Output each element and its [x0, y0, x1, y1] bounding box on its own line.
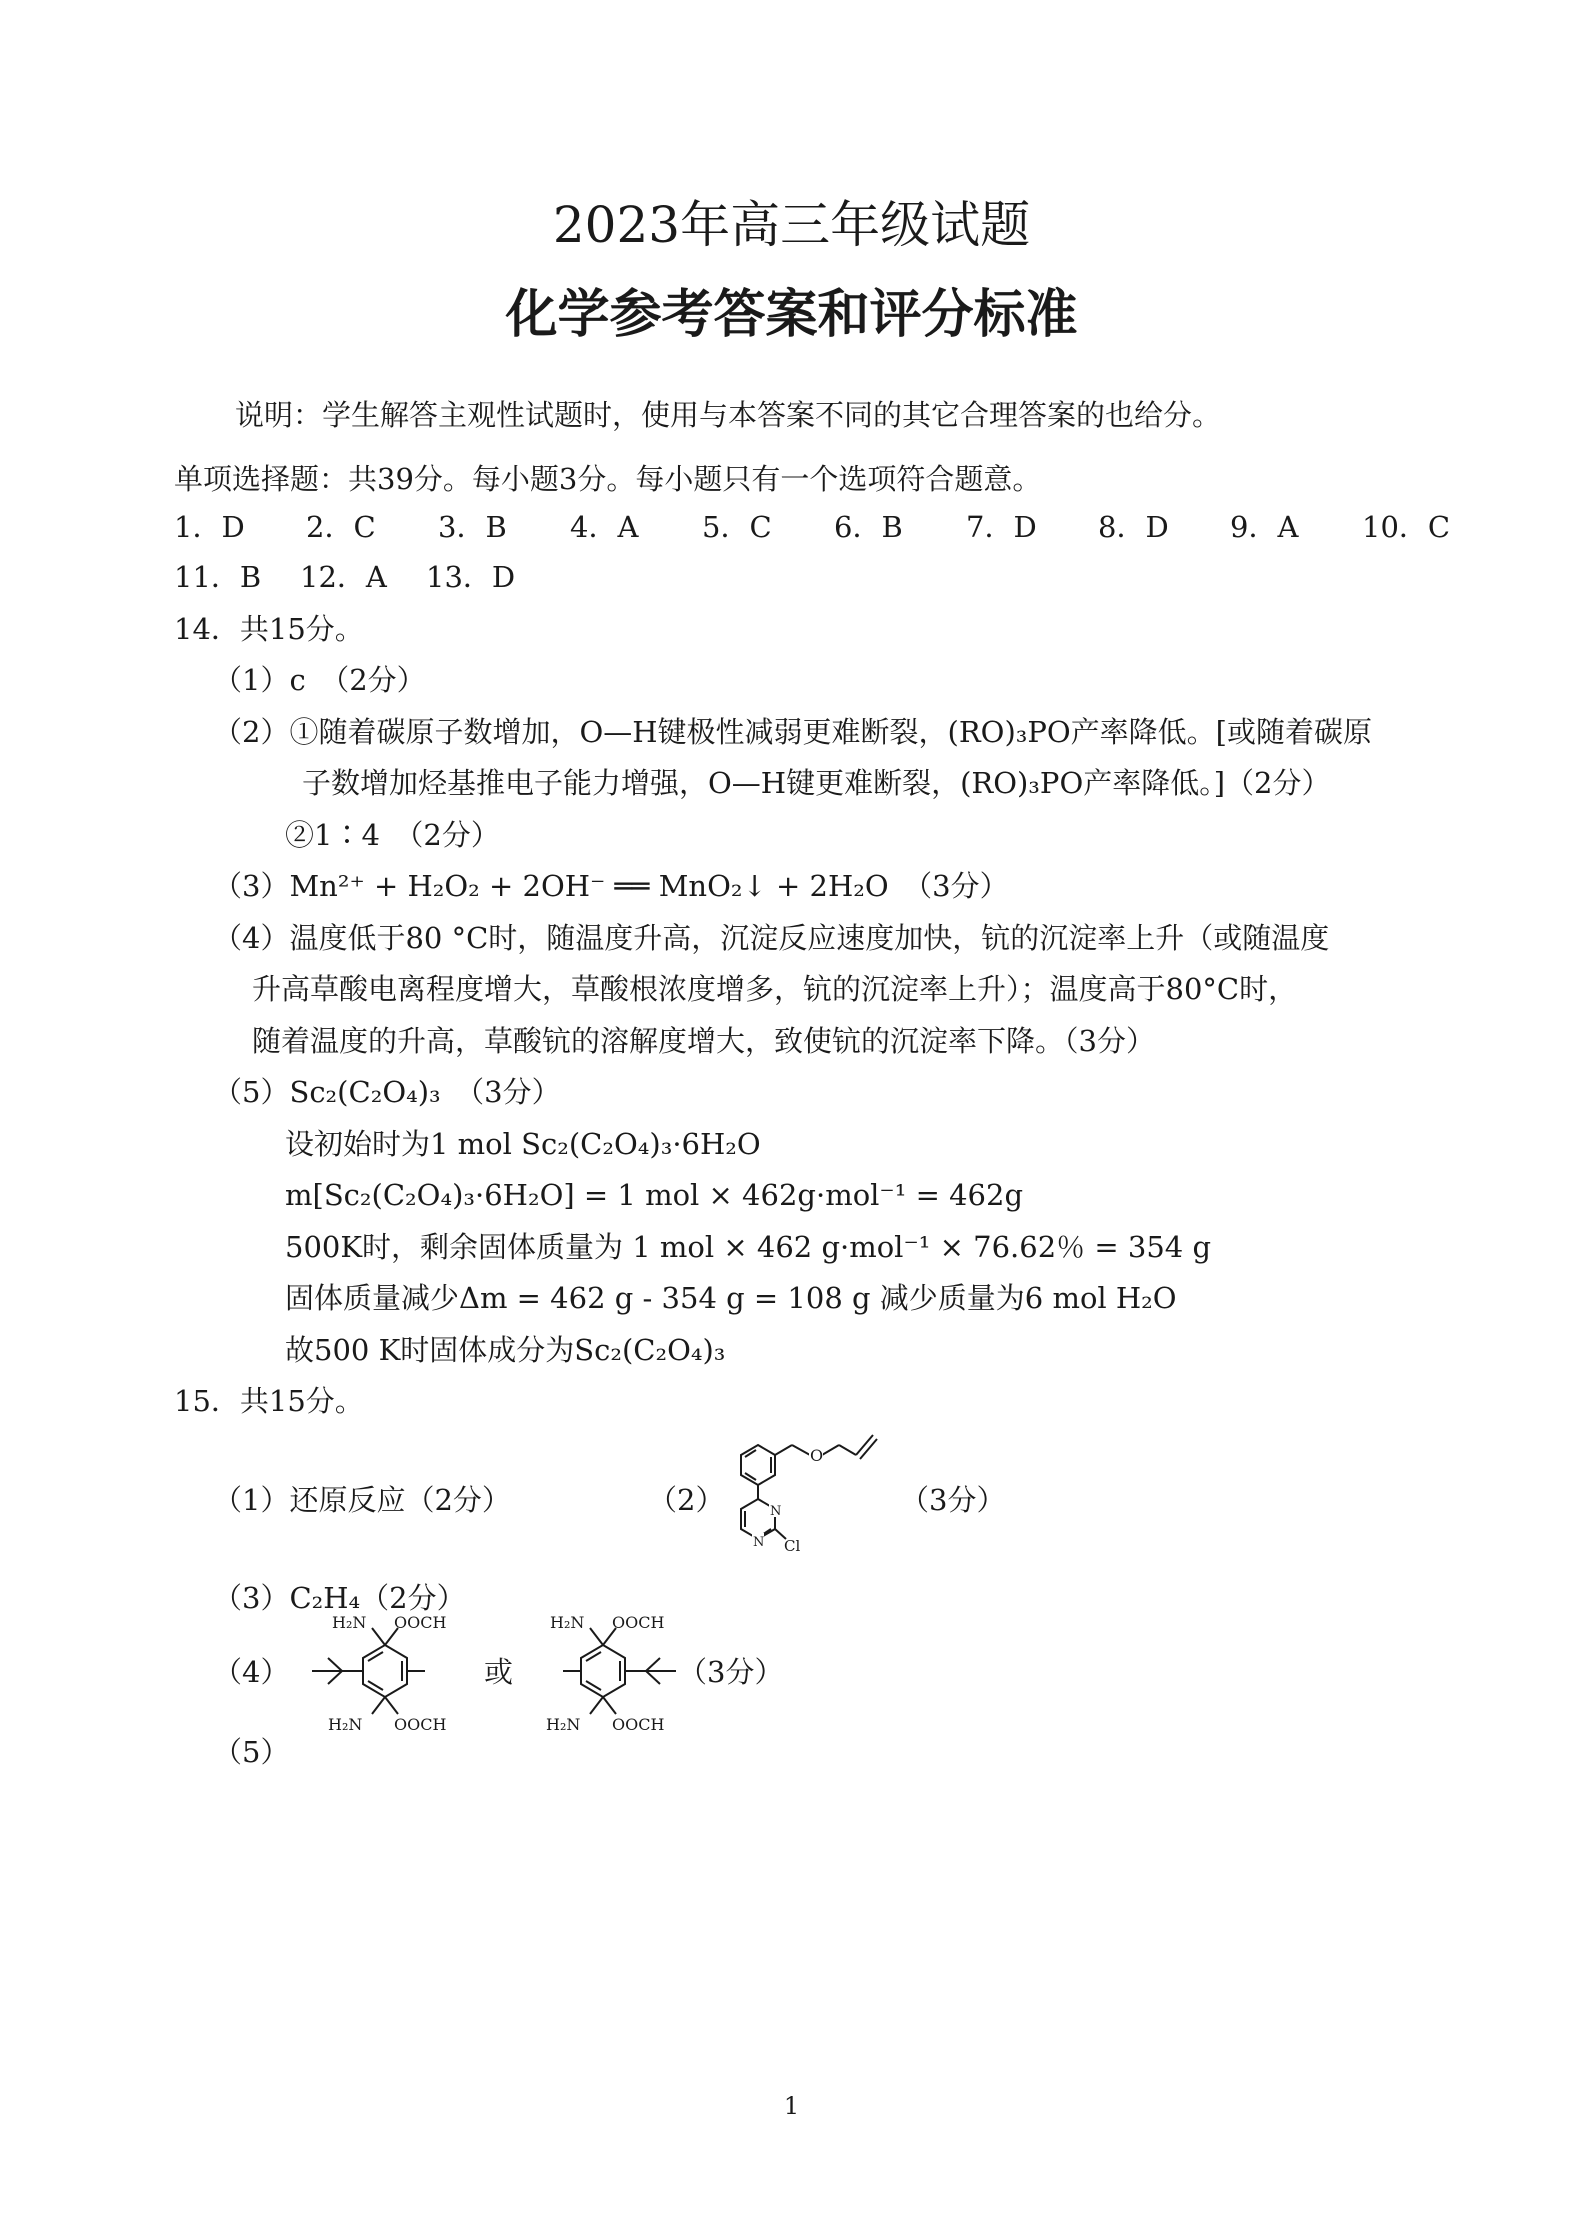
q14-part-4-line-1: （4）温度低于80 °C时，随温度升高，沉淀反应速度加快，钪的沉淀率上升（或随温度 [213, 921, 1330, 955]
mcq-answers-row-2 [174, 560, 558, 595]
q14-part-5-heading: （5）Sc₂(C₂O₄)₃ （3分） [213, 1075, 561, 1109]
q14-part-5-line-1: 设初始时为1 mol Sc₂(C₂O₄)₃·6H₂O [285, 1127, 761, 1161]
formyloxy-label: OOCH [612, 1715, 665, 1734]
mcq-answer: 10．C [1362, 510, 1451, 544]
mcq-answer: 4．A [570, 510, 639, 544]
q15-part-1: （1）还原反应（2分） [213, 1483, 511, 1517]
q15-part-4-score: （3分） [678, 1655, 784, 1689]
amino-label: H₂N [546, 1715, 581, 1734]
nitrogen-label: N [753, 1535, 765, 1550]
mcq-answers-row-1 [174, 510, 1494, 545]
amino-label: H₂N [332, 1613, 367, 1632]
q14-heading: 14．共15分。 [174, 612, 364, 646]
q14-part-4-line-2: 升高草酸电离程度增大，草酸根浓度增多，钪的沉淀率上升）；温度高于80°C时， [252, 972, 1298, 1006]
q15-part-4-structure-a [300, 1610, 470, 1740]
mcq-answer: 2．C [306, 510, 376, 544]
chlorine-label: Cl [784, 1537, 801, 1555]
q14-part-5-line-4: 固体质量减少Δm = 462 g - 354 g = 108 g 减少质量为6 mol H₂O [285, 1281, 1177, 1315]
q15-part-2-structure [718, 1425, 898, 1573]
mcq-answer: 3．B [438, 510, 507, 544]
mcq-answer: 9．A [1230, 510, 1299, 544]
q15-part-4-label: （4） [213, 1655, 290, 1689]
q14-part-5-line-3: 500K时，剩余固体质量为 1 mol × 462 g·mol⁻¹ × 76.62％ = 354 g [285, 1230, 1212, 1264]
mcq-intro: 单项选择题：共39分。每小题3分。每小题只有一个选项符合题意。 [174, 462, 1042, 496]
amino-label: H₂N [550, 1613, 585, 1632]
q14-part-2-line-1: （2）①随着碳原子数增加，O—H键极性减弱更难断裂，(RO)₃PO产率降低。[或随着碳原 [213, 715, 1372, 749]
q15-part-3: （3）C₂H₄（2分） [213, 1581, 466, 1615]
q15-part-4-or: 或 [484, 1655, 514, 1689]
q15-part-2-label: （2） [648, 1483, 725, 1517]
q14-part-3-equation: （3）Mn²⁺ + H₂O₂ + 2OH⁻ ══ MnO₂↓ + 2H₂O （3分） [213, 869, 1009, 903]
q15-part-4-structure-b [528, 1610, 698, 1740]
q14-part-2-answer-2: ②1∶4 （2分） [285, 818, 500, 852]
mcq-answer: 11．B [174, 560, 262, 594]
q14-part-5-line-2: m[Sc₂(C₂O₄)₃·6H₂O] = 1 mol × 462g·mol⁻¹ = 462g [285, 1178, 1024, 1212]
page-subtitle: 化学参考答案和评分标准 [505, 285, 1078, 345]
amino-label: H₂N [328, 1715, 363, 1734]
instruction-note: 说明：学生解答主观性试题时，使用与本答案不同的其它合理答案的也给分。 [235, 398, 1222, 432]
q14-part-1: （1）c （2分） [213, 663, 426, 697]
formyloxy-label: OOCH [394, 1715, 447, 1734]
q15-part-5-label: （5） [213, 1735, 290, 1769]
mcq-answer: 8．D [1098, 510, 1169, 544]
mcq-answer: 12．A [300, 560, 387, 594]
nitrogen-label: N [770, 1504, 782, 1519]
formyloxy-label: OOCH [394, 1613, 447, 1632]
q14-part-5-line-5: 故500 K时固体成分为Sc₂(C₂O₄)₃ [285, 1333, 726, 1367]
q15-part-2-score: （3分） [900, 1483, 1006, 1517]
mcq-answer: 1．D [174, 510, 245, 544]
formyloxy-label: OOCH [612, 1613, 665, 1632]
mcq-answer: 5．C [702, 510, 772, 544]
page-number: 1 [783, 2092, 800, 2120]
mcq-answer: 13．D [426, 560, 516, 594]
q14-part-2-line-2: 子数增加烃基推电子能力增强，O—H键更难断裂，(RO)₃PO产率降低。]（2分） [302, 766, 1331, 800]
q15-heading: 15．共15分。 [174, 1384, 364, 1418]
q14-part-4-line-3: 随着温度的升高，草酸钪的溶解度增大，致使钪的沉淀率下降。（3分） [252, 1024, 1155, 1058]
mcq-answer: 7．D [966, 510, 1037, 544]
page-title: 2023年高三年级试题 [552, 196, 1031, 254]
oxygen-label: O [810, 1446, 824, 1465]
mcq-answer: 6．B [834, 510, 903, 544]
